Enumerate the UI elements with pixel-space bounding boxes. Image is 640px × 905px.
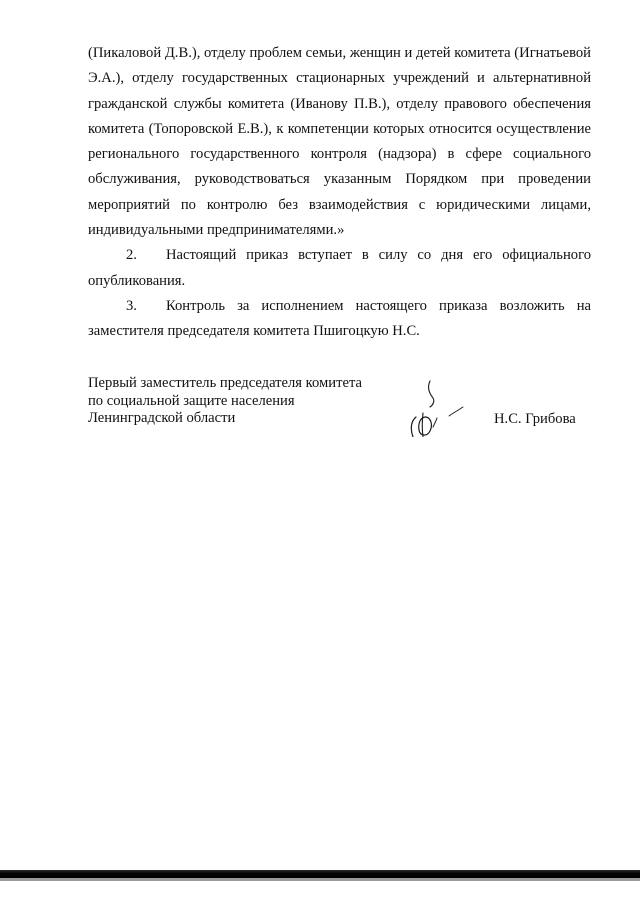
continuation-paragraph: (Пикаловой Д.В.), отделу проблем семьи, женщин и детей комитета (Игнатьевой Э.А.), отделу государственных стационарных учреждений и альтернативной гражданской службы комитета (Иванову П.В.), отделу правового обеспечения комитета (Топоровской Е.В.), к компетенции которых относится осуществление регионального государственного контроля (надзора) в сфере социального обслуживания, руководствоваться указанным Порядком при проведении мероприятий по контролю без взаимодействия с юридическими лицами, индивидуальными предпринимателями.» xyxy=(88,45,591,239)
handwritten-signature xyxy=(403,377,473,437)
signer-position xyxy=(88,375,388,428)
signer-position-line: Ленинградской области xyxy=(88,410,236,426)
order-item-number: 2. xyxy=(126,247,137,264)
signer-position-line: по социальной защите населения xyxy=(88,392,295,409)
order-item-text: Настоящий приказ вступает в силу со дня его официального опубликования. xyxy=(88,247,591,289)
document-body xyxy=(88,41,591,345)
order-item-2 xyxy=(88,243,591,294)
order-item-3 xyxy=(88,294,591,345)
scan-border xyxy=(0,870,640,878)
signer-position-line: Первый заместитель председателя комитета xyxy=(88,375,362,391)
order-item-text: Контроль за исполнением настоящего приказа возложить на заместителя председателя комитета Пшигоцкую Н.С. xyxy=(88,297,591,340)
order-item-number: 3. xyxy=(126,297,137,314)
signer-name: Н.С. Грибова xyxy=(494,411,576,427)
scan-border-shadow xyxy=(0,878,640,881)
signature-block xyxy=(88,375,588,435)
